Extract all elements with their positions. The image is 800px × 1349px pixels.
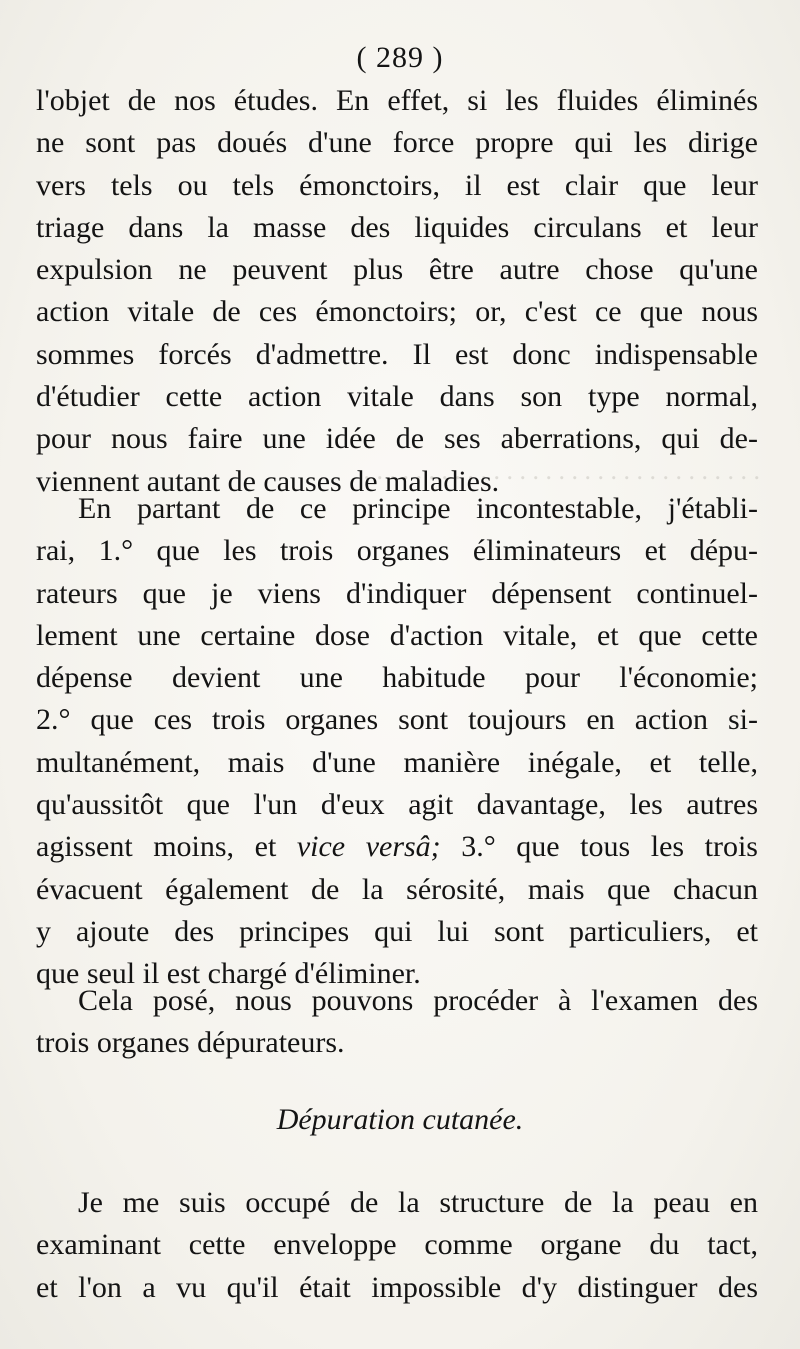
text-line: triage dans la masse des liquides circulans et leur <box>36 210 758 244</box>
text-line: expulsion ne peuvent plus être autre chose qu'une <box>36 253 758 287</box>
paragraph-2 <box>36 488 758 996</box>
text-line: rai, 1.° que les trois organes éliminateurs et dépu- <box>36 534 758 568</box>
text-line: lement une certaine dose d'action vitale, et que cette <box>36 618 758 652</box>
text-line: qu'aussitôt que l'un d'eux agit davantage, les autres <box>36 788 758 822</box>
section-heading: Dépuration cutanée. <box>276 1103 524 1136</box>
text-line: pour nous faire une idée de ses aberrations, qui de- <box>36 422 758 456</box>
text-run: agissent moins, et <box>36 830 297 864</box>
text-line: que seul il est chargé d'éliminer. <box>36 957 421 991</box>
paragraph-3 <box>36 980 758 1065</box>
page-number: ( 289 ) <box>356 41 444 74</box>
text-line: En partant de ce principe incontestable, j'établi- <box>78 492 758 525</box>
text-line: vers tels ou tels émonctoirs, il est clair que leur <box>36 168 758 202</box>
text-line: évacuent également de la sérosité, mais que chacun <box>36 872 758 906</box>
italic-text: vice versâ; <box>296 830 441 864</box>
text-line: dépense devient une habitude pour l'économie; <box>36 661 758 695</box>
text-line: examinant cette enveloppe comme organe du tact, <box>36 1228 758 1262</box>
text-line: action vitale de ces émonctoirs; or, c'est ce que nous <box>36 295 758 329</box>
paragraph-4 <box>36 1182 758 1309</box>
text-line: ne sont pas doués d'une force propre qui les dirige <box>36 126 758 160</box>
text-line: et l'on a vu qu'il était impossible d'y distinguer des <box>36 1270 758 1304</box>
bleed-through: . . . . . . . . . . . . . . . . . . . . . . . . . . . . . . . <box>363 456 760 485</box>
text-line: y ajoute des principes qui lui sont particuliers, et <box>36 914 758 948</box>
text-line: viennent autant de causes de maladies. <box>36 464 500 498</box>
text-line: d'étudier cette action vitale dans son type normal, <box>36 380 758 414</box>
text-line: multanément, mais d'une manière inégale, et telle, <box>36 745 758 779</box>
text-line <box>36 826 758 868</box>
text-line: sommes forcés d'admettre. Il est donc indispensable <box>36 337 758 371</box>
text-line: trois organes dépurateurs. <box>36 1026 345 1060</box>
text-line: 2.° que ces trois organes sont toujours en action si- <box>36 703 758 737</box>
text-run: 3.° que tous les trois <box>440 830 758 864</box>
text-line: Je me suis occupé de la structure de la peau en <box>78 1186 758 1219</box>
paragraph-1 <box>36 80 758 503</box>
text-line: rateurs que je viens d'indiquer dépensent continuel- <box>36 576 758 610</box>
text-line: Cela posé, nous pouvons procéder à l'examen des <box>78 984 758 1017</box>
text-line: l'objet de nos études. En effet, si les fluides éliminés <box>36 84 758 117</box>
